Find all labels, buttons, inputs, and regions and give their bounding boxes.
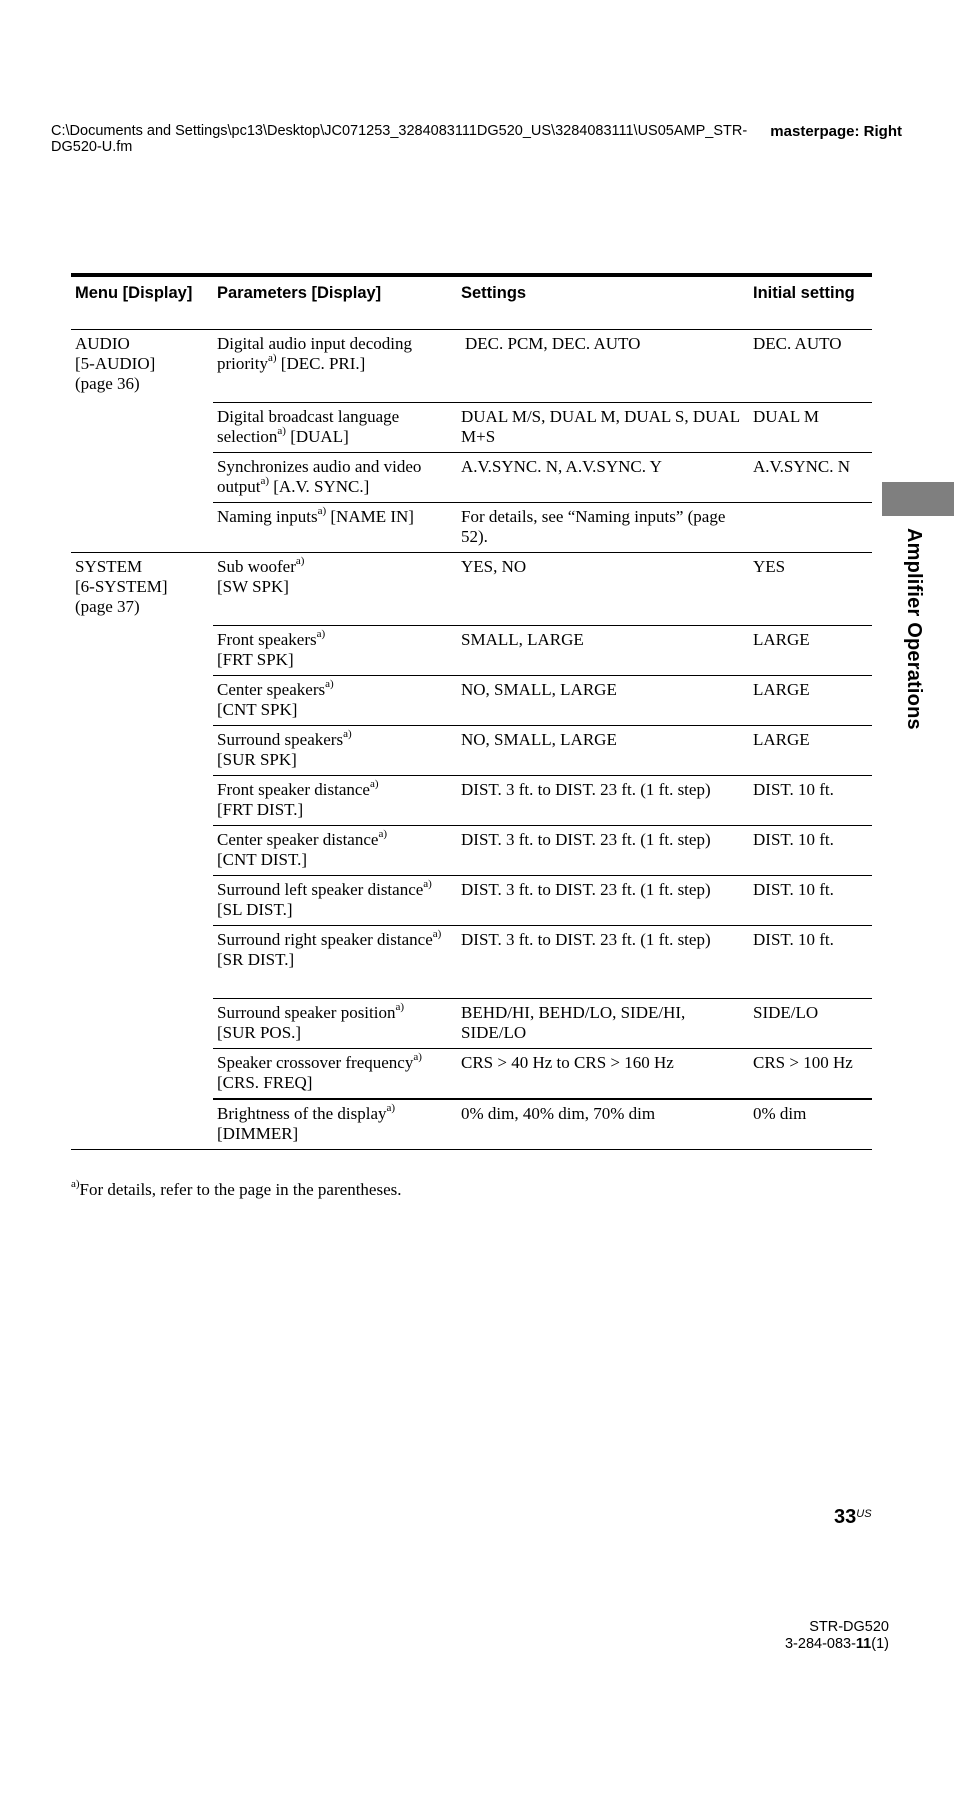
settings-cell: A.V.SYNC. N, A.V.SYNC. Y <box>457 453 749 503</box>
settings-cell: SMALL, LARGE <box>457 626 749 676</box>
settings-cell: DEC. PCM, DEC. AUTO <box>457 330 749 403</box>
initial-cell: DIST. 10 ft. <box>749 826 872 876</box>
param-cell: Synchronizes audio and video output$^{a)}$ [A.V. SYNC.] <box>213 453 457 503</box>
masterpage-label: masterpage: Right <box>770 123 902 140</box>
section-tab-bar <box>882 482 954 516</box>
initial-cell: CRS > 100 Hz <box>749 1049 872 1100</box>
initial-cell: LARGE <box>749 626 872 676</box>
param-cell: Digital broadcast language selection$^{a)}$ [DUAL] <box>213 403 457 453</box>
settings-cell: DIST. 3 ft. to DIST. 23 ft. (1 ft. step) <box>457 776 749 826</box>
initial-cell: SIDE/LO <box>749 999 872 1049</box>
initial-cell: DIST. 10 ft. <box>749 776 872 826</box>
param-cell: Sub woofer$^{a)}$ [SW SPK] <box>213 553 457 626</box>
header-initial-setting: Initial setting <box>749 275 872 330</box>
param-cell: Digital audio input decoding priority$^{a)}$ [DEC. PRI.] <box>213 330 457 403</box>
settings-table <box>71 273 872 1150</box>
table-row <box>71 553 872 626</box>
settings-cell: YES, NO <box>457 553 749 626</box>
initial-cell <box>749 503 872 553</box>
menu-system: SYSTEM [6-SYSTEM] (page 37) <box>71 553 213 1150</box>
table-footnote: $^{a)}$For details, refer to the page in the parentheses. <box>71 1178 402 1199</box>
param-cell: Surround right speaker distance$^{a)}$ [SR DIST.] <box>213 926 457 999</box>
table-header-row <box>71 275 872 330</box>
header-menu: Menu [Display] <box>71 275 213 330</box>
settings-cell: NO, SMALL, LARGE <box>457 676 749 726</box>
settings-cell: For details, see “Naming inputs” (page 52). <box>457 503 749 553</box>
param-cell: Surround speaker position$^{a)}$ [SUR POS.] <box>213 999 457 1049</box>
settings-cell: DIST. 3 ft. to DIST. 23 ft. (1 ft. step) <box>457 926 749 999</box>
menu-audio: AUDIO [5-AUDIO] (page 36) <box>71 330 213 553</box>
initial-cell: DEC. AUTO <box>749 330 872 403</box>
param-cell: Surround left speaker distance$^{a)}$ [SL DIST.] <box>213 876 457 926</box>
param-cell: Brightness of the display$^{a)}$ [DIMMER] <box>213 1099 457 1150</box>
file-path-header: C:\Documents and Settings\pc13\Desktop\JC071253_3284083111DG520_US\3284083111\US05AMP_STR-DG520-U.fm <box>51 123 748 155</box>
param-cell: Naming inputs$^{a)}$ [NAME IN] <box>213 503 457 553</box>
header-settings: Settings <box>457 275 749 330</box>
param-cell: Speaker crossover frequency$^{a)}$ [CRS. FREQ] <box>213 1049 457 1100</box>
initial-cell: YES <box>749 553 872 626</box>
settings-cell: NO, SMALL, LARGE <box>457 726 749 776</box>
table-body <box>71 330 872 1150</box>
initial-cell: LARGE <box>749 726 872 776</box>
param-cell: Front speakers$^{a)}$ [FRT SPK] <box>213 626 457 676</box>
page-number: $33^{US}$ <box>834 1506 872 1528</box>
initial-cell: DIST. 10 ft. <box>749 926 872 999</box>
initial-cell: A.V.SYNC. N <box>749 453 872 503</box>
initial-cell: 0% dim <box>749 1099 872 1150</box>
section-tab-label: Amplifier Operations <box>903 528 925 730</box>
param-cell: Surround speakers$^{a)}$ [SUR SPK] <box>213 726 457 776</box>
settings-cell: CRS > 40 Hz to CRS > 160 Hz <box>457 1049 749 1100</box>
settings-cell: 0% dim, 40% dim, 70% dim <box>457 1099 749 1150</box>
header-parameters: Parameters [Display] <box>213 275 457 330</box>
settings-cell: BEHD/HI, BEHD/LO, SIDE/HI, SIDE/LO <box>457 999 749 1049</box>
initial-cell: DUAL M <box>749 403 872 453</box>
settings-cell: DUAL M/S, DUAL M, DUAL S, DUAL M+S <box>457 403 749 453</box>
param-cell: Center speakers$^{a)}$ [CNT SPK] <box>213 676 457 726</box>
initial-cell: LARGE <box>749 676 872 726</box>
settings-cell: DIST. 3 ft. to DIST. 23 ft. (1 ft. step) <box>457 876 749 926</box>
param-cell: Front speaker distance$^{a)}$ [FRT DIST.] <box>213 776 457 826</box>
table-row <box>71 330 872 403</box>
settings-cell: DIST. 3 ft. to DIST. 23 ft. (1 ft. step) <box>457 826 749 876</box>
param-cell: Center speaker distance$^{a)}$ [CNT DIST.] <box>213 826 457 876</box>
model-info: STR-DG520 3-284-083-11(1) <box>784 1619 889 1652</box>
initial-cell: DIST. 10 ft. <box>749 876 872 926</box>
